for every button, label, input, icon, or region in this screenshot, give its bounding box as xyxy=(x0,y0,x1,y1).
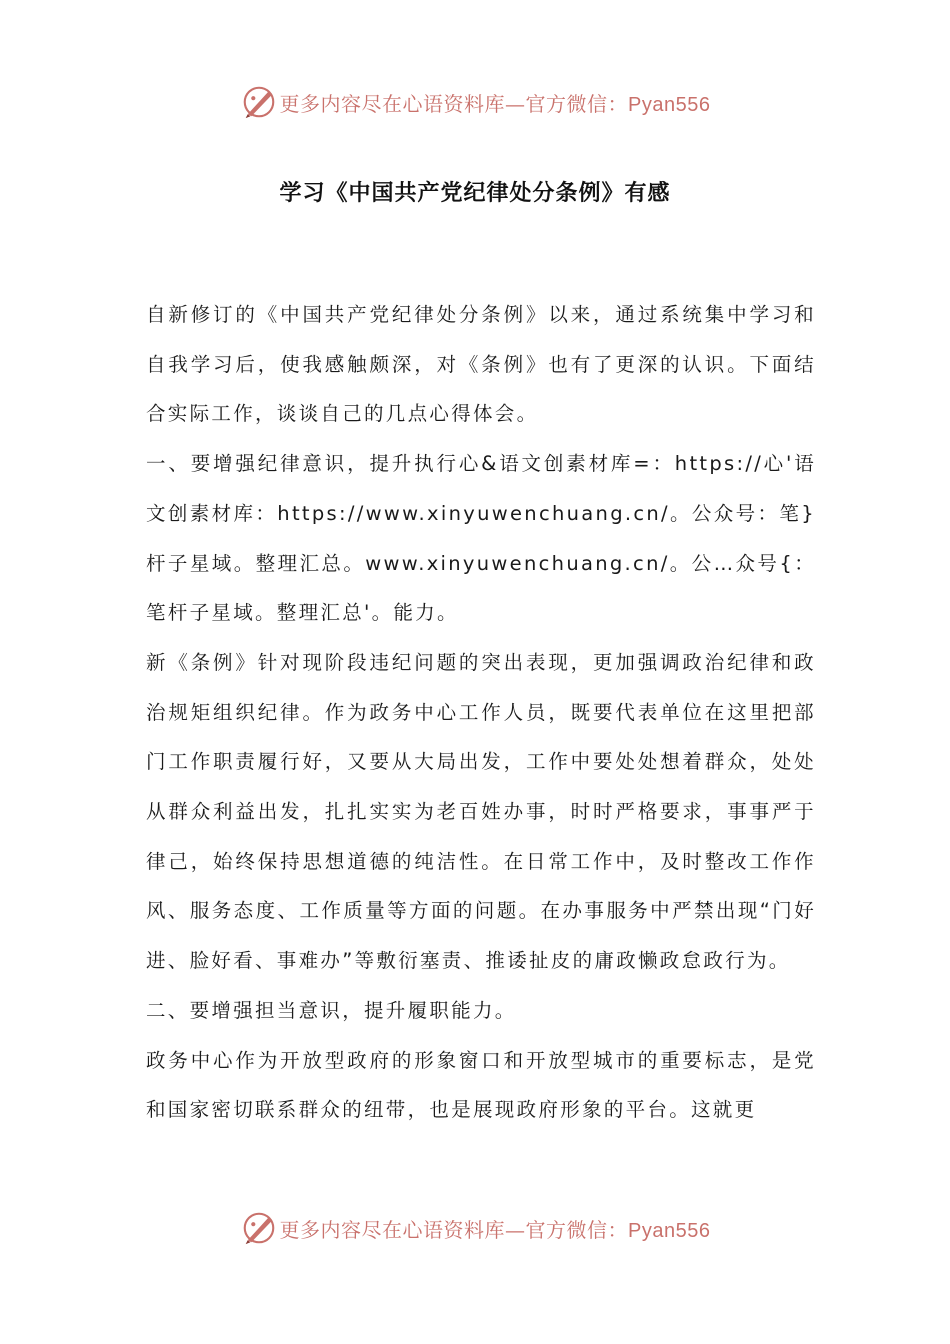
pen-logo-icon xyxy=(240,1209,278,1247)
footer-banner xyxy=(0,1206,950,1250)
paragraph: 二、要增强担当意识，提升履职能力。 xyxy=(146,998,517,1022)
document-body xyxy=(146,290,816,1135)
banner-text: 更多内容尽在心语资料库—官方微信：Pyan556 xyxy=(279,91,711,116)
header-banner xyxy=(0,80,950,124)
paragraph: 自新修订的《中国共产党纪律处分条例》以来，通过系统集中学习和自我学习后，使我感触颇深，对《条例》也有了更深的认识。下面结合实际工作，谈谈自己的几点心得体会。 xyxy=(146,303,816,426)
banner-text: 更多内容尽在心语资料库—官方微信：Pyan556 xyxy=(279,1217,711,1242)
paragraph: 政务中心作为开放型政府的形象窗口和开放型城市的重要标志，是党和国家密切联系群众的纽带，也是展现政府形象的平台。这就更 xyxy=(146,1048,816,1122)
paragraph: 新《条例》针对现阶段违纪问题的突出表现，更加强调政治纪律和政治规矩组织纪律。作为政务中心工作人员，既要代表单位在这里把部门工作职责履行好，又要从大局出发，工作中要处处想着群众，处处从群众利益出发，扎扎实实为老百姓办事，时时严格要求，事事严于律己，始终保持思想道德的纯洁性。在日常工作中，及时整改工作作风、服务态度、工作质量等方面的问题。在办事服务中严禁出现“门好进、脸好看、事难办”等敷衍塞责、推诿扯皮的庸政懒政怠政行为。 xyxy=(146,650,816,973)
document-title: 学习《中国共产党纪律处分条例》有感 xyxy=(279,181,671,206)
pen-logo-icon xyxy=(240,83,278,121)
paragraph: 一、要增强纪律意识，提升执行心&语文创素材库=：https://心'语文创素材库：https://www.xinyuwenchuang.cn/。公众号：笔}杆子星域。整理汇总。www.xinyuwenchuang.cn/。公…众号{：笔杆子星域。整理汇总'。能力。 xyxy=(146,452,816,625)
